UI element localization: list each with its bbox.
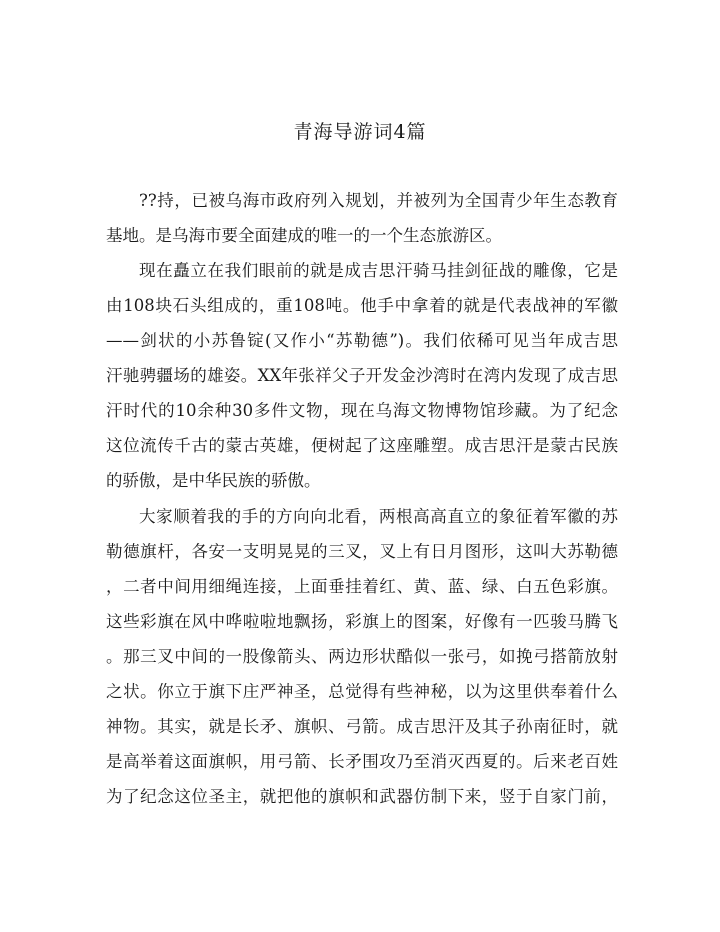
paragraph-line: 这位流传千古的蒙古英雄，便树起了这座雕塑。成吉思汗是蒙古民族 bbox=[106, 436, 618, 455]
paragraph-line: 这些彩旗在风中哗啦啦地飘扬，彩旗上的图案，好像有一匹骏马腾飞 bbox=[106, 612, 618, 631]
paragraph-line: 。那三叉中间的一股像箭头、两边形状酷似一张弓，如挽弓搭箭放射 bbox=[106, 647, 618, 666]
paragraph-line: 是高举着这面旗帜，用弓箭、长矛围攻乃至消灭西夏的。后来老百姓 bbox=[106, 752, 618, 771]
paragraph-line: ，二者中间用细绳连接，上面垂挂着红、黄、蓝、绿、白五色彩旗。 bbox=[106, 577, 618, 596]
paragraph-line: 基地。是乌海市要全面建成的唯一的一个生态旅游区。 bbox=[106, 226, 502, 245]
paragraph-line: 神物。其实，就是长矛、旗帜、弓箭。成吉思汗及其子孙南征时，就 bbox=[106, 717, 618, 736]
paragraph-line: 汗时代的10余种30多件文物，现在乌海文物博物馆珍藏。为了纪念 bbox=[106, 401, 618, 420]
paragraph-line: 的骄傲，是中华民族的骄傲。 bbox=[106, 471, 321, 490]
paragraph-line: 之状。你立于旗下庄严神圣，总觉得有些神秘，以为这里供奉着什么 bbox=[106, 682, 618, 701]
document-title: 青海导游词4篇 bbox=[293, 121, 427, 143]
paragraph-line: 大家顺着我的手的方向向北看，两根高高直立的象征着军徽的苏 bbox=[139, 507, 618, 526]
paragraph-line: ——剑状的小苏鲁锭(又作小“苏勒德”)。我们依稀可见当年成吉思 bbox=[106, 331, 618, 350]
paragraph-line: 现在矗立在我们眼前的就是成吉思汗骑马挂剑征战的雕像，它是 bbox=[139, 261, 618, 280]
paragraph-line: 勒德旗杆，各安一支明晃晃的三叉，叉上有日月图形，这叫大苏勒德 bbox=[106, 542, 618, 561]
paragraph-line: 为了纪念这位圣主，就把他的旗帜和武器仿制下来，竖于自家门前， bbox=[106, 787, 618, 806]
paragraph-line: ??持，已被乌海市政府列入规划，并被列为全国青少年生态教育 bbox=[139, 191, 618, 210]
paragraph-line: 由108块石头组成的，重108吨。他手中拿着的就是代表战神的军徽 bbox=[106, 296, 618, 315]
paragraph-line: 汗驰骋疆场的雄姿。XX年张祥父子开发金沙湾时在湾内发现了成吉思 bbox=[106, 366, 618, 385]
